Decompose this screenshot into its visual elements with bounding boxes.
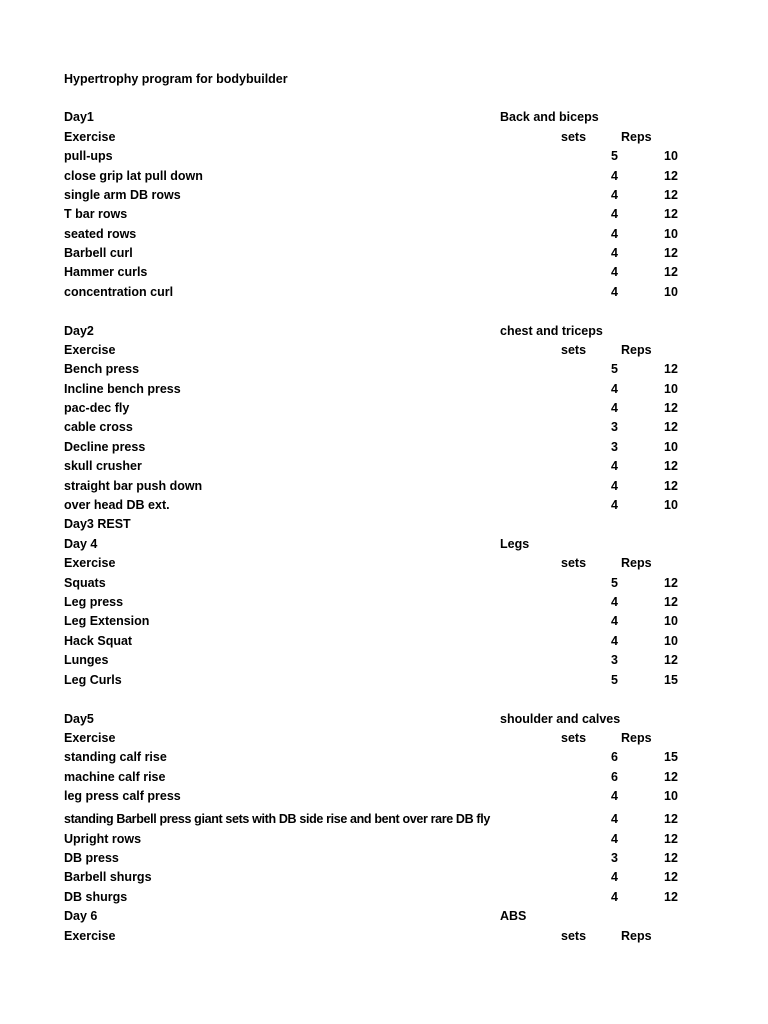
exercise-name: machine calf rise xyxy=(64,770,166,784)
day-heading-row xyxy=(0,907,768,925)
exercise-row xyxy=(0,399,768,417)
exercise-name: Decline press xyxy=(64,440,146,454)
day-focus: Legs xyxy=(500,537,530,551)
exercise-reps: 10 xyxy=(664,634,678,648)
exercise-sets: 3 xyxy=(611,653,618,667)
document-title: Hypertrophy program for bodybuilder xyxy=(64,72,288,86)
exercise-column-header: Exercise xyxy=(64,556,116,570)
day-heading-row xyxy=(0,322,768,340)
exercise-name: Leg press xyxy=(64,595,124,609)
exercise-name: close grip lat pull down xyxy=(64,169,203,183)
exercise-reps: 12 xyxy=(664,362,678,376)
exercise-reps: 10 xyxy=(664,149,678,163)
reps-column-header: Reps xyxy=(621,343,652,357)
reps-column-header: Reps xyxy=(621,130,652,144)
exercise-sets: 5 xyxy=(611,362,618,376)
exercise-sets: 5 xyxy=(611,149,618,163)
exercise-sets: 4 xyxy=(611,832,618,846)
exercise-reps: 12 xyxy=(664,653,678,667)
exercise-reps: 10 xyxy=(664,789,678,803)
exercise-reps: 12 xyxy=(664,479,678,493)
exercise-name: standing Barbell press giant sets with DB side rise and bent over rare DB fly xyxy=(64,812,490,826)
exercise-column-header: Exercise xyxy=(64,929,116,943)
exercise-reps: 12 xyxy=(664,870,678,884)
exercise-reps: 10 xyxy=(664,614,678,628)
exercise-row xyxy=(0,438,768,456)
day-label: Day1 xyxy=(64,110,94,124)
exercise-reps: 15 xyxy=(664,673,678,687)
exercise-name: Hammer curls xyxy=(64,265,148,279)
day-heading-row xyxy=(0,535,768,553)
exercise-name: Upright rows xyxy=(64,832,142,846)
exercise-row xyxy=(0,263,768,281)
exercise-reps: 10 xyxy=(664,440,678,454)
exercise-row xyxy=(0,612,768,630)
exercise-row xyxy=(0,167,768,185)
reps-column-header: Reps xyxy=(621,731,652,745)
exercise-row xyxy=(0,244,768,262)
exercise-reps: 12 xyxy=(664,812,678,826)
exercise-row xyxy=(0,283,768,301)
exercise-sets: 5 xyxy=(611,576,618,590)
exercise-row xyxy=(0,496,768,514)
day-label: Day 6 xyxy=(64,909,98,923)
exercise-row xyxy=(0,651,768,669)
exercise-row xyxy=(0,457,768,475)
exercise-row xyxy=(0,671,768,689)
exercise-sets: 5 xyxy=(611,673,618,687)
exercise-name: DB press xyxy=(64,851,119,865)
exercise-row xyxy=(0,418,768,436)
exercise-reps: 12 xyxy=(664,890,678,904)
exercise-name: pull-ups xyxy=(64,149,113,163)
exercise-reps: 15 xyxy=(664,750,678,764)
day-focus: shoulder and calves xyxy=(500,712,621,726)
exercise-name: leg press calf press xyxy=(64,789,181,803)
exercise-sets: 4 xyxy=(611,188,618,202)
exercise-reps: 12 xyxy=(664,401,678,415)
exercise-reps: 12 xyxy=(664,832,678,846)
exercise-name: pac-dec fly xyxy=(64,401,130,415)
exercise-row xyxy=(0,849,768,867)
exercise-name: T bar rows xyxy=(64,207,128,221)
exercise-sets: 4 xyxy=(611,207,618,221)
day-label: Day5 xyxy=(64,712,94,726)
reps-column-header: Reps xyxy=(621,929,652,943)
exercise-sets: 4 xyxy=(611,459,618,473)
exercise-name: over head DB ext. xyxy=(64,498,170,512)
exercise-row xyxy=(0,574,768,592)
exercise-reps: 12 xyxy=(664,459,678,473)
exercise-reps: 12 xyxy=(664,169,678,183)
exercise-row xyxy=(0,830,768,848)
exercise-row xyxy=(0,380,768,398)
exercise-sets: 4 xyxy=(611,246,618,260)
sets-column-header: sets xyxy=(561,929,587,943)
exercise-sets: 4 xyxy=(611,285,618,299)
exercise-reps: 12 xyxy=(664,188,678,202)
column-header-row xyxy=(0,554,768,572)
day-label: Day 4 xyxy=(64,537,98,551)
exercise-row xyxy=(0,632,768,650)
day-focus: Back and biceps xyxy=(500,110,599,124)
exercise-sets: 4 xyxy=(611,789,618,803)
day-label: Day3 REST xyxy=(64,517,131,531)
sets-column-header: sets xyxy=(561,343,587,357)
exercise-name: Bench press xyxy=(64,362,140,376)
day-label: Day2 xyxy=(64,324,94,338)
exercise-sets: 4 xyxy=(611,614,618,628)
day-heading-row xyxy=(0,710,768,728)
exercise-row xyxy=(0,787,768,805)
exercise-sets: 4 xyxy=(611,890,618,904)
exercise-sets: 4 xyxy=(611,401,618,415)
exercise-name: Incline bench press xyxy=(64,382,181,396)
exercise-reps: 12 xyxy=(664,595,678,609)
exercise-row xyxy=(0,768,768,786)
exercise-name: Leg Curls xyxy=(64,673,122,687)
exercise-name: Lunges xyxy=(64,653,109,667)
exercise-column-header: Exercise xyxy=(64,731,116,745)
exercise-reps: 10 xyxy=(664,227,678,241)
exercise-sets: 4 xyxy=(611,812,618,826)
exercise-name: Squats xyxy=(64,576,106,590)
exercise-row xyxy=(0,868,768,886)
exercise-reps: 12 xyxy=(664,246,678,260)
exercise-name: straight bar push down xyxy=(64,479,203,493)
exercise-name: Hack Squat xyxy=(64,634,133,648)
column-header-row xyxy=(0,128,768,146)
exercise-name: Barbell curl xyxy=(64,246,133,260)
exercise-sets: 4 xyxy=(611,870,618,884)
exercise-row xyxy=(0,810,768,828)
exercise-sets: 3 xyxy=(611,851,618,865)
exercise-reps: 10 xyxy=(664,498,678,512)
exercise-reps: 12 xyxy=(664,576,678,590)
exercise-sets: 3 xyxy=(611,420,618,434)
exercise-row xyxy=(0,186,768,204)
exercise-name: DB shurgs xyxy=(64,890,128,904)
exercise-name: seated rows xyxy=(64,227,137,241)
exercise-sets: 4 xyxy=(611,227,618,241)
exercise-row xyxy=(0,477,768,495)
exercise-reps: 10 xyxy=(664,382,678,396)
exercise-sets: 3 xyxy=(611,440,618,454)
exercise-reps: 12 xyxy=(664,207,678,221)
exercise-sets: 4 xyxy=(611,265,618,279)
exercise-reps: 12 xyxy=(664,420,678,434)
exercise-column-header: Exercise xyxy=(64,343,116,357)
exercise-reps: 12 xyxy=(664,265,678,279)
exercise-name: standing calf rise xyxy=(64,750,167,764)
exercise-row xyxy=(0,147,768,165)
column-header-row xyxy=(0,729,768,747)
day-focus: chest and triceps xyxy=(500,324,603,338)
exercise-name: cable cross xyxy=(64,420,133,434)
exercise-name: skull crusher xyxy=(64,459,142,473)
exercise-reps: 12 xyxy=(664,851,678,865)
sets-column-header: sets xyxy=(561,556,587,570)
exercise-name: concentration curl xyxy=(64,285,174,299)
exercise-row xyxy=(0,360,768,378)
exercise-name: single arm DB rows xyxy=(64,188,181,202)
exercise-sets: 6 xyxy=(611,770,618,784)
exercise-row xyxy=(0,748,768,766)
exercise-name: Barbell shurgs xyxy=(64,870,152,884)
sets-column-header: sets xyxy=(561,731,587,745)
exercise-sets: 4 xyxy=(611,382,618,396)
exercise-row xyxy=(0,225,768,243)
exercise-sets: 6 xyxy=(611,750,618,764)
exercise-sets: 4 xyxy=(611,595,618,609)
sets-column-header: sets xyxy=(561,130,587,144)
day-focus: ABS xyxy=(500,909,527,923)
exercise-reps: 10 xyxy=(664,285,678,299)
reps-column-header: Reps xyxy=(621,556,652,570)
exercise-sets: 4 xyxy=(611,498,618,512)
column-header-row xyxy=(0,341,768,359)
exercise-column-header: Exercise xyxy=(64,130,116,144)
day-heading-row xyxy=(0,108,768,126)
exercise-row xyxy=(0,205,768,223)
exercise-sets: 4 xyxy=(611,634,618,648)
exercise-row xyxy=(0,888,768,906)
exercise-sets: 4 xyxy=(611,479,618,493)
exercise-name: Leg Extension xyxy=(64,614,150,628)
column-header-row xyxy=(0,927,768,945)
exercise-reps: 12 xyxy=(664,770,678,784)
day-heading-row xyxy=(0,515,768,533)
exercise-row xyxy=(0,593,768,611)
exercise-sets: 4 xyxy=(611,169,618,183)
document-title-row xyxy=(0,70,768,88)
